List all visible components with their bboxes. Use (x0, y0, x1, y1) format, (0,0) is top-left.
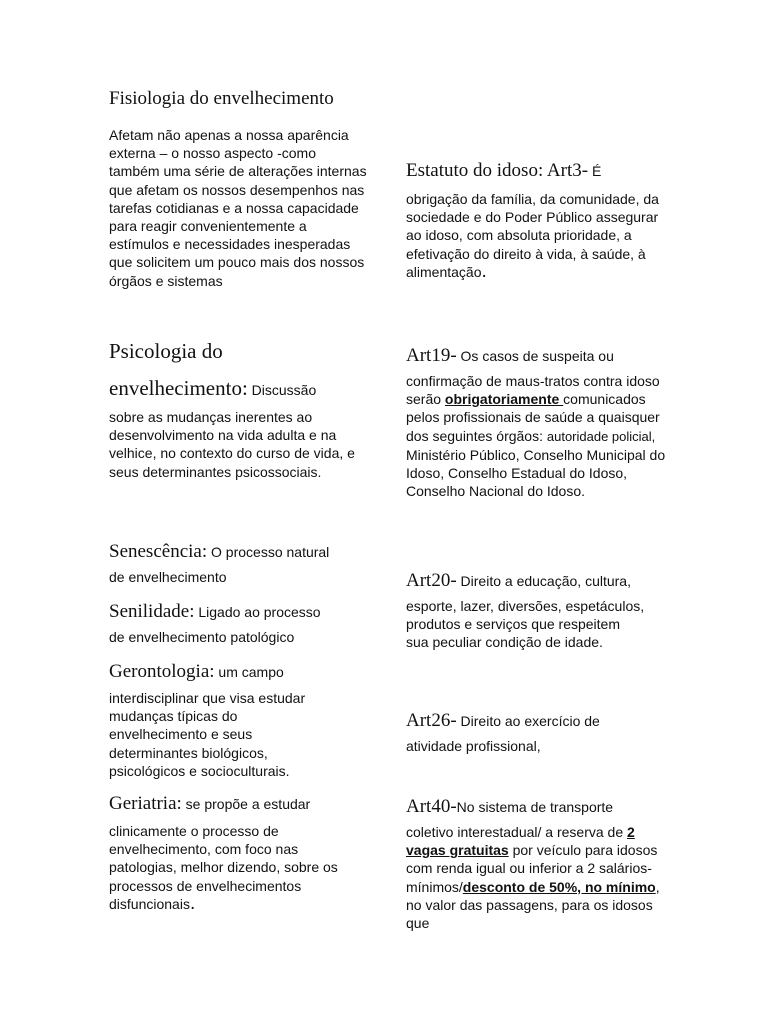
definition-senilidade (109, 601, 371, 623)
emph-art19: obrigatoriamente (444, 391, 564, 408)
definition-gerontologia (109, 661, 371, 683)
text-art40-a: coletivo interestadual/ a reserva de (406, 824, 628, 840)
emph-art40-vagas: 2 vagas gratuitas (406, 824, 635, 859)
section-art20 (406, 570, 668, 652)
text-art40 (406, 823, 668, 932)
text-art19-b: comunicados pelos profissionais de saúde a quaisquer dos seguintes órgãos: (406, 391, 660, 444)
lead-senescencia: O processo natural (207, 544, 330, 560)
term-senilidade: Senilidade: (109, 601, 195, 622)
text-gerontologia: interdisciplinar que visa estudar mudanças típicas do envelhecimento e seus determinantes biológicos, psicológicos e socioculturais. (109, 690, 306, 779)
lead-geriatria: se propõe a estudar (181, 796, 311, 812)
term-art3: Estatuto do idoso: Art3- (406, 160, 589, 181)
emph-art40-desconto: desconto de 50%, no mínimo (462, 878, 656, 895)
heading-psicologia-line1: Psicologia do (109, 339, 223, 363)
heading-fisiologia: Fisiologia do envelhecimento (109, 88, 334, 109)
text-geriatria-end: . (189, 892, 196, 914)
lead-art26: Direito ao exercício de (456, 713, 600, 729)
text-senescencia: de envelhecimento (109, 569, 227, 585)
text-art40-c: , no valor das passagens, para os idosos que (406, 878, 660, 932)
section-fisiologia (109, 88, 369, 290)
section-senescencia (109, 541, 371, 586)
section-art26 (406, 710, 668, 755)
heading-art20 (406, 570, 668, 592)
term-geriatria: Geriatria: (109, 793, 182, 814)
lead-art3: É (588, 163, 602, 179)
section-art3 (406, 160, 668, 281)
definition-senescencia (109, 541, 371, 563)
text-senilidade: de envelhecimento patológico (109, 629, 295, 645)
lead-art19: Os casos de suspeita ou (456, 348, 614, 364)
lead-gerontologia: um campo (214, 664, 284, 680)
section-art19 (406, 345, 668, 500)
section-psicologia (109, 335, 371, 481)
definition-geriatria (109, 793, 371, 815)
heading-art26 (406, 710, 668, 732)
text-art3 (406, 190, 668, 281)
text-fisiologia: Afetam não apenas a nossa aparência externa – o nosso aspecto -como também uma série de alterações internas que afetam os nossos desempenhos nas tarefas cotidianas e a nossa capacidade para reagir convenientemente a estímulos e necessidades inesperadas que solicitem um pouco mais dos nossos órgãos e sistemas (109, 127, 367, 289)
term-gerontologia: Gerontologia: (109, 661, 215, 682)
text-geriatria-body: clinicamente o processo de envelhecimento, com foco nas patologias, melhor dizendo, sobre os processos de envelhecimentos disfuncionais (109, 823, 338, 912)
text-art3-body: obrigação da família, da comunidade, da sociedade e do Poder Público assegurar ao idoso, com absoluta prioridade, a efetivação do direito à vida, à saúde, à alimentação (406, 191, 659, 280)
term-psicologia: envelhecimento: (109, 376, 248, 400)
section-senilidade (109, 601, 371, 646)
section-geriatria (109, 793, 371, 913)
lead-psicologia: Discussão (247, 382, 317, 398)
heading-art40 (406, 796, 668, 818)
text-psicologia: sobre as mudanças inerentes ao desenvolvimento na vida adulta e na velhice, no contexto do curso de vida, e seus determinantes psicossociais. (109, 409, 355, 480)
heading-psicologia-line2 (109, 372, 371, 405)
term-senescencia: Senescência: (109, 541, 208, 562)
term-art20: Art20- (406, 570, 457, 591)
lead-art40: No sistema de transporte (456, 799, 614, 815)
text-art19-c: Ministério Público, Conselho Municipal do Idoso, Conselho Estadual do Idoso, Conselho Nacional do Idoso. (406, 446, 666, 500)
text-geriatria (109, 822, 354, 913)
lead-senilidade: Ligado ao processo (194, 604, 321, 620)
text-art19-small: autoridade policial, (546, 428, 656, 444)
text-art19 (406, 372, 668, 500)
term-art26: Art26- (406, 710, 457, 731)
term-art40: Art40- (406, 796, 457, 817)
text-art26: atividade profissional, (406, 738, 541, 754)
heading-art3 (406, 160, 668, 182)
section-gerontologia (109, 661, 371, 780)
heading-art19 (406, 345, 668, 367)
text-art19-a: confirmação de maus-tratos contra idoso serão (406, 373, 660, 408)
lead-art20: Direito a educação, cultura, (456, 573, 631, 589)
text-art40-b: por veículo para idosos com renda igual ou inferior a 2 salários-mínimos/ (406, 842, 658, 895)
term-art19: Art19- (406, 345, 457, 366)
section-art40 (406, 796, 668, 932)
text-art20: esporte, lazer, diversões, espetáculos, produtos e serviços que respeitem sua peculiar condição de idade. (406, 598, 645, 651)
text-art3-end: . (481, 260, 487, 282)
